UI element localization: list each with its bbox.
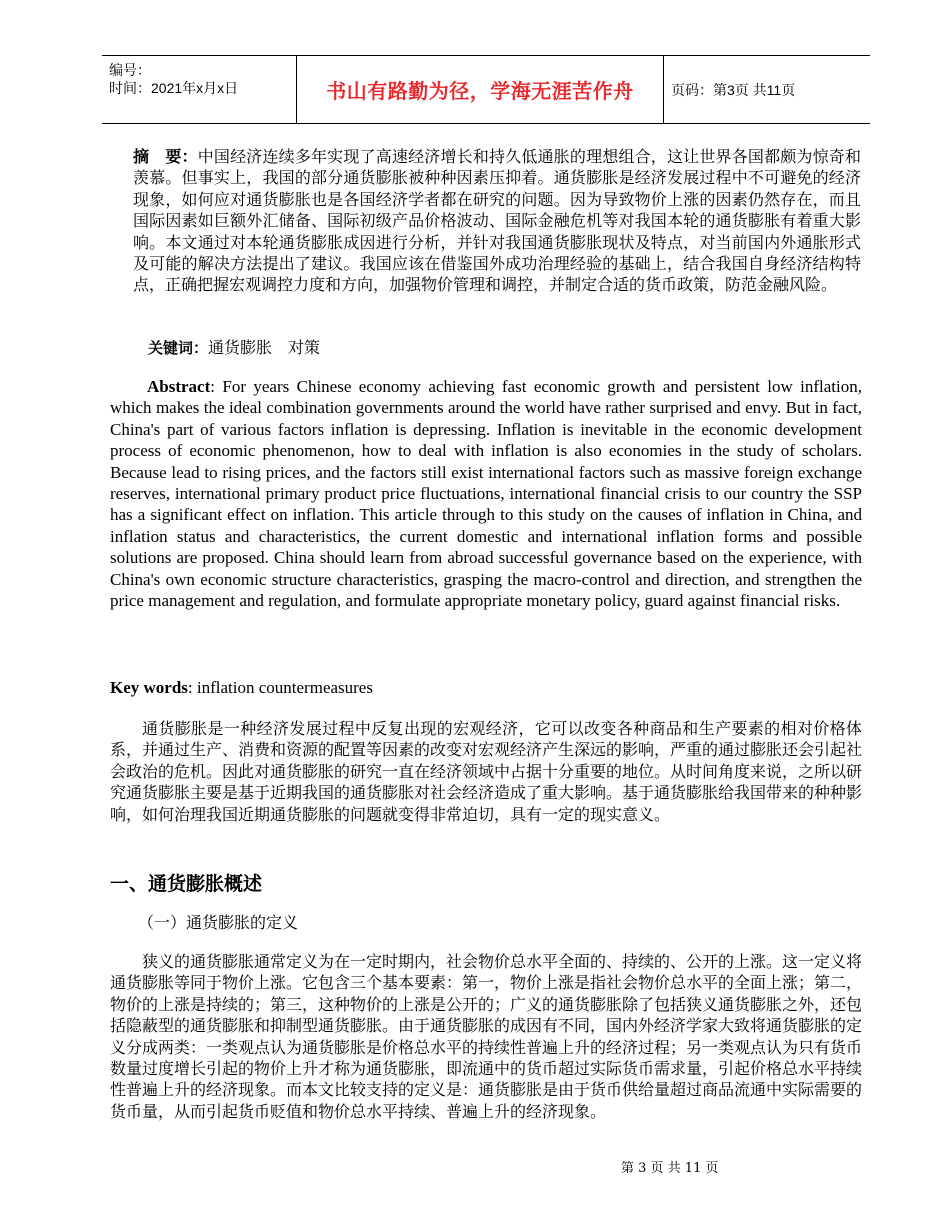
abstract-en-label: Abstract bbox=[147, 377, 211, 396]
subsection-heading: （一）通货膨胀的定义 bbox=[138, 913, 299, 932]
keywords-en-text: : inflation countermeasures bbox=[187, 678, 373, 697]
document-number-label: 编号： bbox=[109, 62, 151, 78]
header-motto-cell bbox=[297, 56, 664, 123]
header-page-cell bbox=[664, 56, 870, 123]
keywords-cn-label: 关键词： bbox=[148, 339, 209, 357]
intro-paragraph bbox=[110, 718, 862, 825]
document-time-label: 时间：2021年x月x日 bbox=[109, 80, 239, 96]
section-heading: 一、通货膨胀概述 bbox=[110, 873, 263, 895]
definition-text: 狭义的通货膨胀通常定义为在一定时期内，社会物价总水平全面的、持续的、公开的上涨。这一定义将通货膨胀等同于物价上涨。它包含三个基本要素：第一，物价上涨是指社会物价总水平的全面上涨；第二，物价的上涨是持续的；第三，这种物价的上涨是公开的；广义的通货膨胀除了包括狭义通货膨胀之外，还包括隐蔽型的通货膨胀和抑制型通货膨胀。由于通货膨胀的成因有不同，国内外经济学家大致将通货膨胀的定义分成两类：一类观点认为通货膨胀是价格总水平的持续性普遍上升的经济过程；另一类观点认为只有货币数量过度增长引起的物价上升才称为通货膨胀，即流通中的货币超过实际货币需求量，引起价格总水平持续性普遍上升的经济现象。而本文比较支持的定义是：通货膨胀是由于货币供给量超过商品流通中实际需要的货币量，从而引起货币贬值和物价总水平持续、普遍上升的经济现象。 bbox=[110, 952, 863, 1121]
keywords-cn-text: 通货膨胀 对策 bbox=[208, 338, 321, 357]
keywords-chinese bbox=[148, 337, 848, 359]
definition-paragraph bbox=[110, 951, 862, 1122]
abstract-en-text: : For years Chinese economy achieving fast economic growth and persistent low inflation, which makes the ideal combination governments around the world have rather surprised and envy. But in fact, China's part of various factors inflation is depressing. Inflation is inevitable in the economic development process of economic phenomenon, how to deal with inflation is also economies in the study of scholars. Because lead to rising prices, and the factors still exist international factors such as massive foreign exchange reserves, international primary product price fluctuations, international financial crisis to our country the SSP has a significant effect on inflation. This article through to this study on the causes of inflation in China, and inflation status and characteristics, the current domestic and international inflation forms and possible solutions are proposed. China should learn from abroad successful governance based on the experience, with China's own economic structure characteristics, grasping the macro-control and direction, and strengthen the price management and regulation, and formulate appropriate monetary policy, guard against financial risks. bbox=[110, 377, 862, 611]
header-meta bbox=[102, 56, 297, 123]
keywords-en-label: Key words bbox=[110, 678, 188, 697]
page-footer: 第 3 页 共 11 页 bbox=[621, 1161, 719, 1176]
abstract-chinese bbox=[133, 146, 861, 296]
abstract-cn-label: 摘 要： bbox=[133, 147, 198, 166]
keywords-english bbox=[110, 678, 862, 698]
header-motto: 书山有路勤为径，学海无涯苦作舟 bbox=[326, 79, 634, 103]
abstract-english bbox=[110, 376, 862, 611]
document-header bbox=[102, 55, 870, 124]
intro-text: 通货膨胀是一种经济发展过程中反复出现的宏观经济，它可以改变各种商品和生产要素的相对价格体系，并通过生产、消费和资源的配置等因素的改变对宏观经济产生深远的影响，严重的通过膨胀还会引起社会政治的危机。因此对通货膨胀的研究一直在经济领域中占据十分重要的地位。从时间角度来说，之所以研究通货膨胀主要是基于近期我国的通货膨胀对社会经济造成了重大影响。基于通货膨胀给我国带来的种种影响，如何治理我国近期通货膨胀的问题就变得非常迫切，具有一定的现实意义。 bbox=[110, 719, 863, 824]
header-page-number: 页码：第3页 共11页 bbox=[671, 81, 796, 98]
abstract-cn-text: 中国经济连续多年实现了高速经济增长和持久低通胀的理想组合，这让世界各国都颇为惊奇和羡慕。但事实上，我国的部分通货膨胀被种种因素压抑着。通货膨胀是经济发展过程中不可避免的经济现象，如何应对通货膨胀也是各国经济学者都在研究的问题。因为导致物价上涨的因素仍然存在，而且国际因素如巨额外汇储备、国际初级产品价格波动、国际金融危机等对我国本轮的通货膨胀有着重大影响。本文通过对本轮通货膨胀成因进行分析，并针对我国通货膨胀现状及特点，对当前国内外通胀形式及可能的解决方法提出了建议。我国应该在借鉴国外成功治理经验的基础上，结合我国自身经济结构特点，正确把握宏观调控力度和方向，加强物价管理和调控，并制定合适的货币政策，防范金融风险。 bbox=[133, 147, 861, 295]
